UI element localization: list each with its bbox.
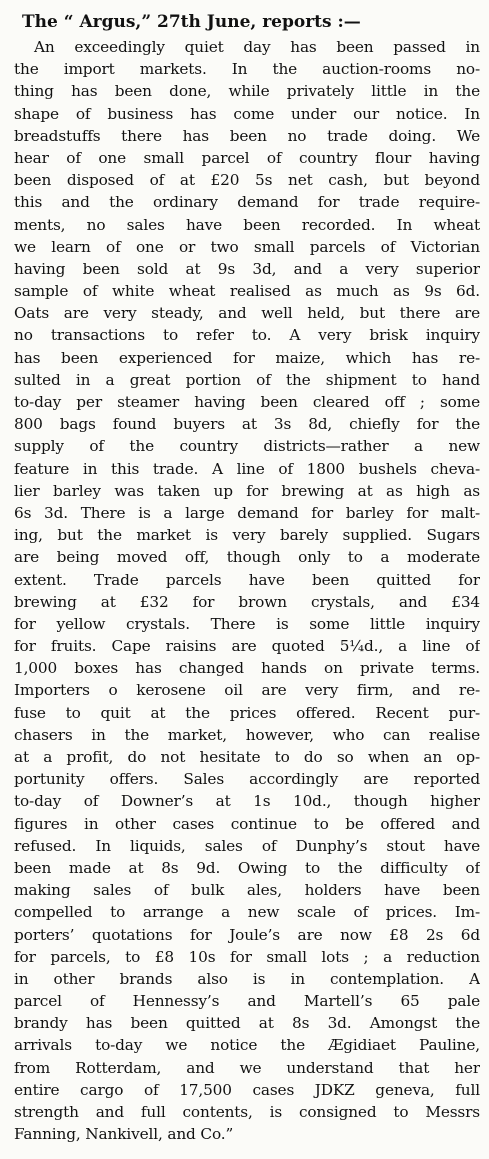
article-line: to-day of Downer’s at 1s 10d., though higher bbox=[14, 792, 480, 811]
article-line: to-day per steamer having been cleared off ; some bbox=[14, 393, 480, 411]
article-line: ments, no sales have been recorded. In wheat bbox=[14, 215, 480, 234]
article-line: for fruits. Cape raisins are quoted 5¼d., a line of bbox=[14, 637, 480, 656]
article-line: this and the ordinary demand for trade require- bbox=[14, 193, 480, 212]
article-line: strength and full contents, is consigned to Messrs bbox=[14, 1103, 480, 1121]
article-line: 800 bags found buyers at 3s 8d, chiefly for the bbox=[14, 415, 480, 434]
article-line: refused. In liquids, sales of Dunphy’s stout have bbox=[14, 836, 480, 855]
article-line: sulted in a great portion of the shipment to hand bbox=[14, 370, 480, 389]
article-line: An exceedingly quiet day has been passed in bbox=[34, 38, 480, 56]
article-line: thing has been done, while privately little in the bbox=[14, 82, 480, 101]
article-line: making sales of bulk ales, holders have been bbox=[14, 881, 480, 900]
article-column bbox=[14, 8, 480, 1145]
article-line: supply of the country districts—rather a new bbox=[14, 437, 480, 456]
article-line: we learn of one or two small parcels of Victorian bbox=[14, 237, 480, 256]
article-line: brewing at £32 for brown crystals, and £34 bbox=[14, 592, 480, 611]
article-line: from Rotterdam, and we understand that her bbox=[14, 1058, 480, 1077]
article-line: lier barley was taken up for brewing at as high as bbox=[14, 481, 480, 500]
article-line: sample of white wheat realised as much as 9s 6d. bbox=[14, 282, 480, 301]
article-line: Fanning, Nankivell, and Co.” bbox=[14, 1125, 234, 1144]
article-line: been disposed of at £20 5s net cash, but beyond bbox=[14, 171, 480, 190]
article-line: at a profit, do not hesitate to do so when an op- bbox=[14, 748, 480, 766]
article-line: hear of one small parcel of country flour having bbox=[14, 148, 480, 167]
article-line: 1,000 boxes has changed hands on private terms. bbox=[14, 659, 480, 678]
article-line: in other brands also is in contemplation. A bbox=[14, 969, 480, 988]
article-line: fuse to quit at the prices offered. Recent pur- bbox=[14, 703, 480, 722]
article-line: arrivals to-day we notice the Ægidiaet Pauline, bbox=[14, 1036, 480, 1055]
article-line: feature in this trade. A line of 1800 bushels cheva- bbox=[14, 459, 480, 478]
article-line: for yellow crystals. There is some little inquiry bbox=[14, 614, 480, 633]
article-line: the import markets. In the auction-rooms no- bbox=[14, 60, 480, 79]
article-line: ing, but the market is very barely supplied. Sugars bbox=[14, 526, 480, 545]
article-line: for parcels, to £8 10s for small lots ; a reduction bbox=[14, 947, 480, 966]
article-line: portunity offers. Sales accordingly are reported bbox=[14, 770, 480, 789]
article-line: porters’ quotations for Joule’s are now £8 2s 6d bbox=[14, 925, 480, 944]
article-line: Oats are very steady, and well held, but there are bbox=[14, 304, 480, 323]
article-line: breadstuffs there has been no trade doing. We bbox=[14, 126, 480, 145]
article-line: has been experienced for maize, which has re- bbox=[14, 348, 480, 367]
article-line: extent. Trade parcels have been quitted for bbox=[14, 570, 480, 589]
article-line: are being moved off, though only to a moderate bbox=[14, 548, 480, 567]
article-line: shape of business has come under our notice. In bbox=[14, 104, 480, 123]
article-line: been made at 8s 9d. Owing to the difficulty of bbox=[14, 858, 480, 877]
article-line: Importers o kerosene oil are very firm, and re- bbox=[14, 681, 480, 700]
article-line: brandy has been quitted at 8s 3d. Amongst the bbox=[14, 1014, 480, 1033]
article-line: parcel of Hennessy’s and Martell’s 65 pale bbox=[14, 992, 480, 1011]
article-line: compelled to arrange a new scale of prices. Im- bbox=[14, 903, 480, 922]
article-line: figures in other cases continue to be offered and bbox=[14, 814, 480, 833]
article-line: no transactions to refer to. A very brisk inquiry bbox=[14, 326, 480, 345]
article-line: having been sold at 9s 3d, and a very superior bbox=[14, 259, 480, 278]
article-line: chasers in the market, however, who can realise bbox=[14, 725, 480, 744]
article-line: 6s 3d. There is a large demand for barley for malt- bbox=[14, 503, 480, 522]
article-heading: The “ Argus,” 27th June, reports :— bbox=[22, 12, 361, 32]
article-line: entire cargo of 17,500 cases JDKZ geneva, full bbox=[14, 1080, 480, 1099]
